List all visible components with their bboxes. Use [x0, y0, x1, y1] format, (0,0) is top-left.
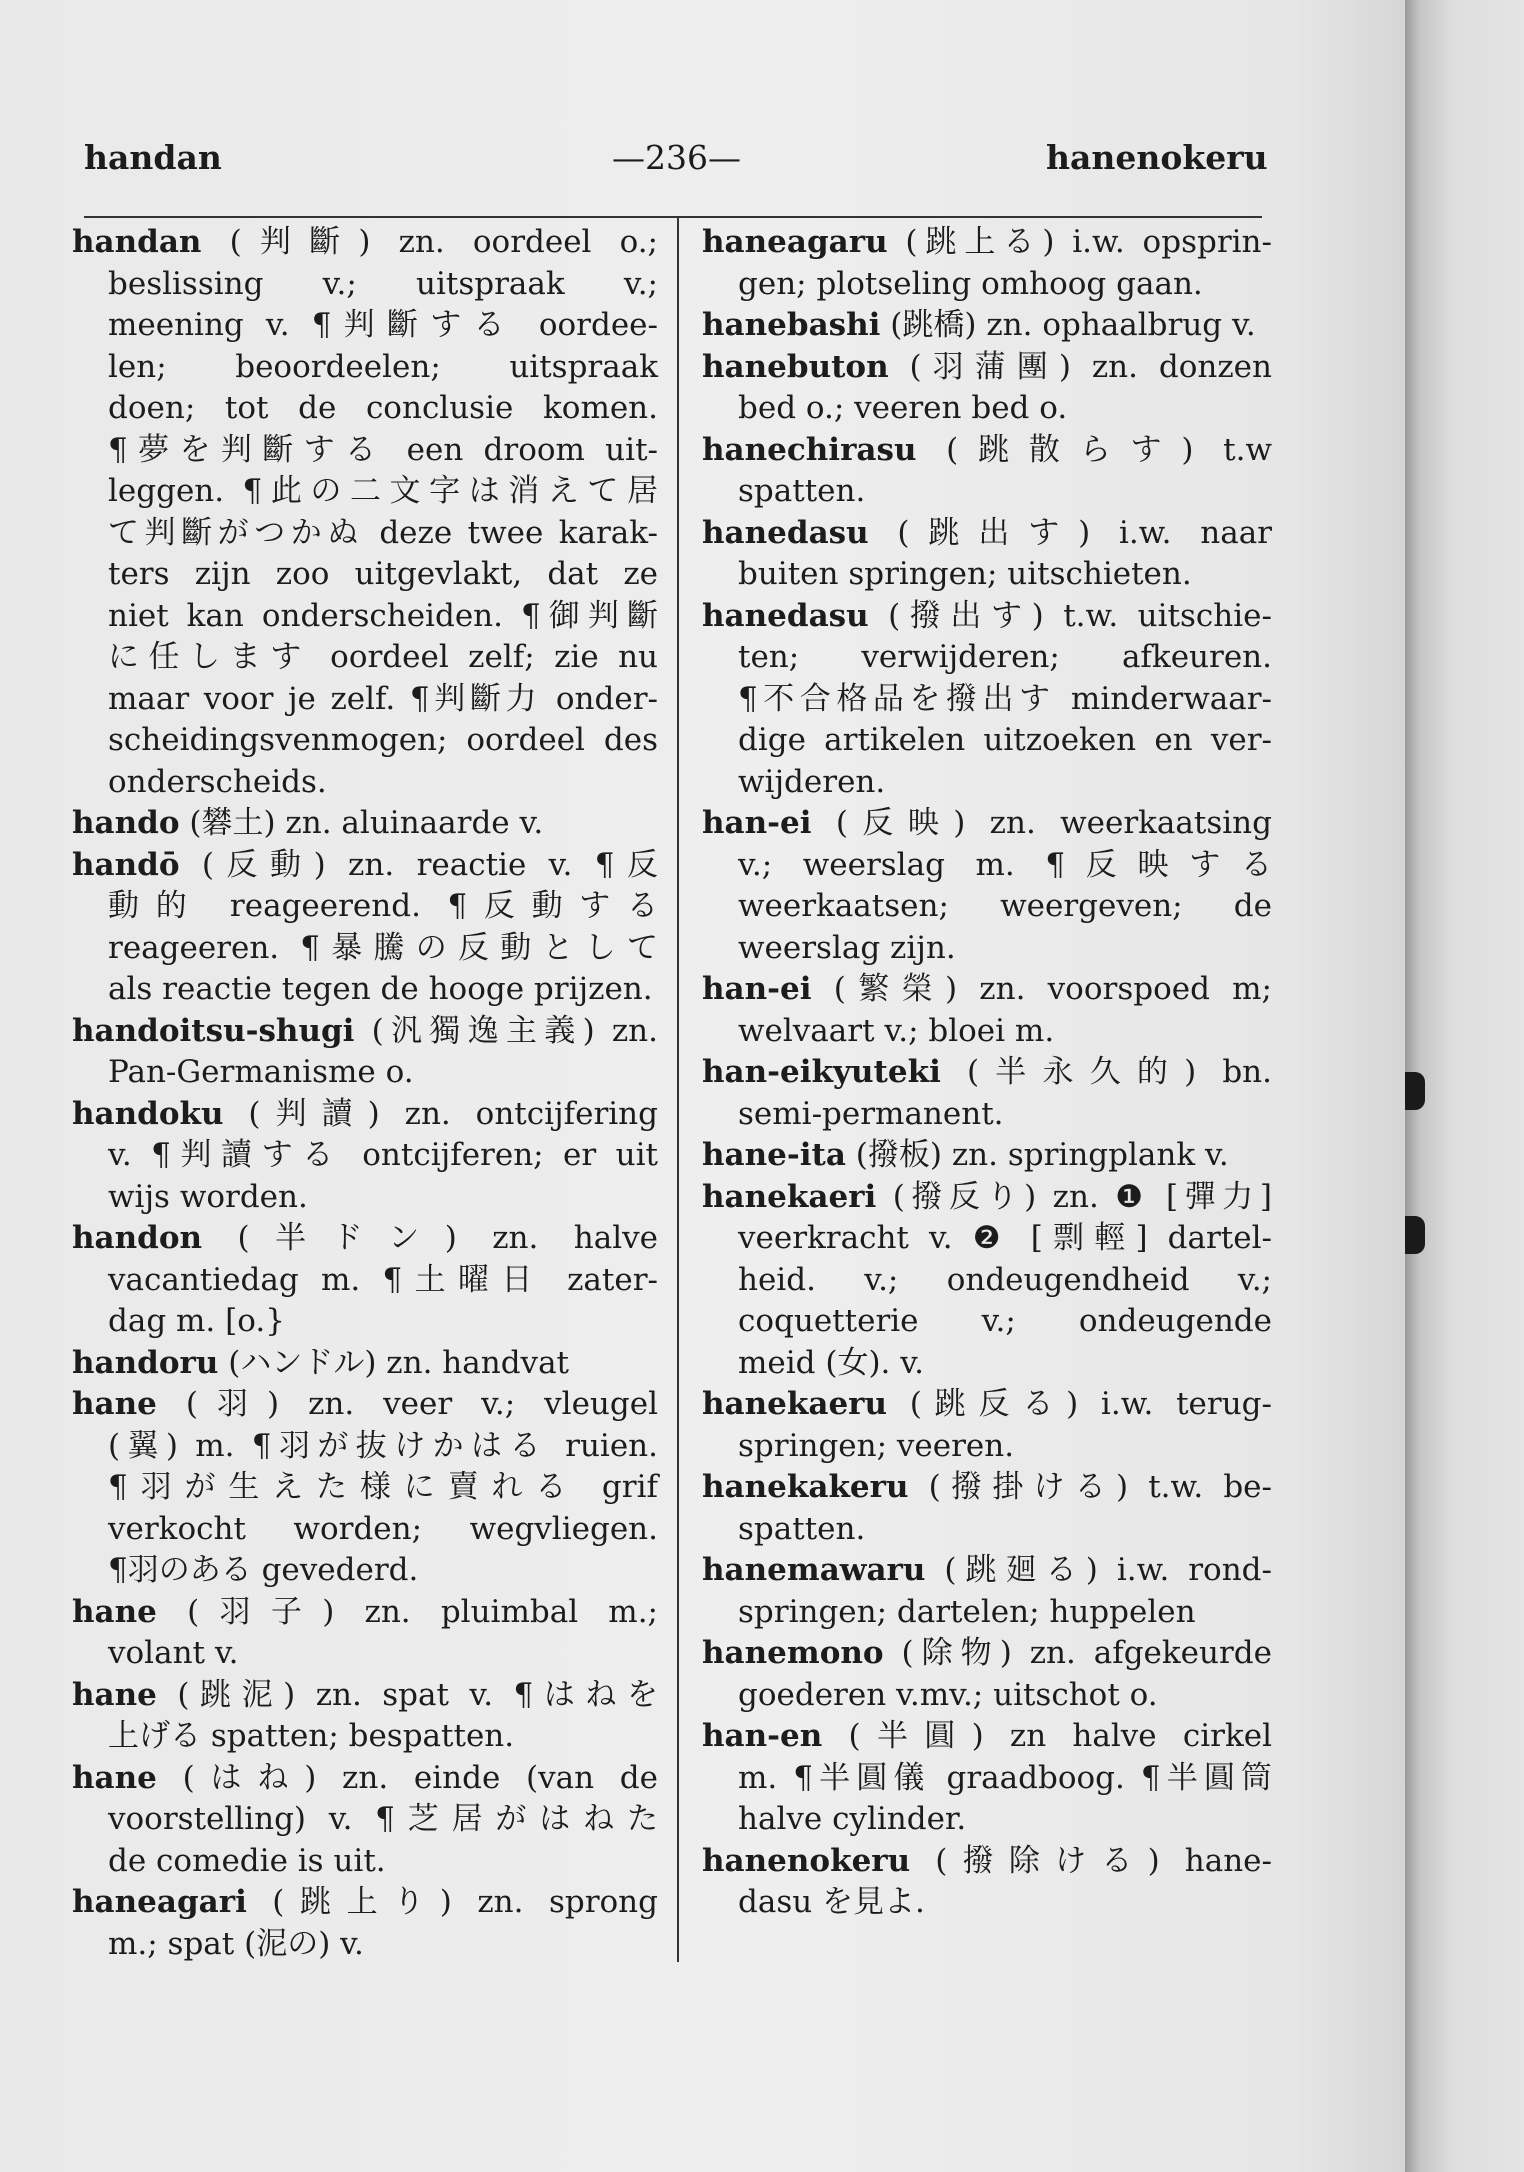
entry-continuation-line: ¶羽が生えた様に賣れる grif — [108, 1469, 658, 1505]
entry-continuation-line: wijderen. — [738, 763, 886, 800]
entry-continuation-line: bed o.; veeren bed o. — [738, 390, 1068, 426]
entry-text: (羽子) zn. pluimbal m.; — [156, 1593, 658, 1630]
headword: hanechirasu — [702, 431, 917, 468]
entry-first-line — [72, 1094, 658, 1136]
entry-continuation-line: beslissing v.; uitspraak v.; — [108, 265, 658, 302]
entry-first-line — [72, 1384, 658, 1426]
entry-continuation-line: veerkracht v. ❷ [剽輕] dartel- — [738, 1220, 1272, 1256]
entry-first-line — [702, 513, 1272, 555]
headword: handon — [72, 1220, 203, 1256]
entry-continuation-line: gen; plotseling omhoog gaan. — [738, 265, 1203, 302]
dictionary-entry — [702, 347, 1272, 430]
entry-first-line — [72, 1882, 658, 1924]
dictionary-entry — [702, 1052, 1272, 1135]
entry-continuation-line: halve cylinder. — [738, 1801, 967, 1837]
entry-continuation-line: de comedie is uit. — [108, 1842, 386, 1879]
entry-text: (ハンドル) zn. handvat — [218, 1344, 570, 1381]
entry-text: (跳反る) i.w. terug- — [887, 1386, 1272, 1422]
entry-continuation-line: als reactie tegen de hooge prijzen. — [108, 971, 653, 1007]
dictionary-entry — [702, 430, 1272, 513]
headword: hanenokeru — [702, 1842, 911, 1879]
headword: hanekaeri — [702, 1178, 877, 1215]
entry-continuation-line: dige artikelen uitzoeken en ver- — [738, 722, 1272, 758]
entry-text: (跳出す) i.w. naar — [868, 514, 1272, 551]
headword: hanekaeru — [702, 1386, 888, 1422]
entry-continuation-line: ten; verwijderen; afkeuren. — [738, 639, 1272, 675]
entry-continuation-line: volant v. — [108, 1635, 239, 1671]
entry-continuation-line: dasu を見よ. — [738, 1884, 925, 1920]
dictionary-entry — [72, 1592, 658, 1675]
entry-continuation-line: goederen v.mv.; uitschot o. — [738, 1676, 1158, 1713]
dictionary-entry — [72, 1218, 658, 1343]
headword: hanemono — [702, 1635, 884, 1671]
entry-continuation-line: spatten. — [738, 473, 866, 509]
entry-first-line — [702, 1841, 1272, 1883]
dictionary-entry — [702, 1467, 1272, 1550]
dictionary-entry — [702, 222, 1272, 305]
entry-continuation-line: welvaart v.; bloei m. — [738, 1012, 1055, 1049]
entry-continuation-line: doen; tot de conclusie komen. — [108, 390, 658, 426]
header-rule — [84, 216, 1262, 218]
entry-continuation-line: v.; weerslag m. ¶反映する — [738, 846, 1272, 883]
entry-continuation-line: Pan-Germanisme o. — [108, 1054, 414, 1090]
entry-first-line — [702, 305, 1272, 347]
dictionary-entry — [702, 969, 1272, 1052]
entry-continuation-line: ¶羽のある gevederd. — [108, 1552, 419, 1588]
headword: handoku — [72, 1095, 224, 1132]
entry-text: (跳廻る) i.w. rond- — [925, 1552, 1272, 1588]
dictionary-entry — [72, 1758, 658, 1883]
headword: handoitsu-shugi — [72, 1012, 355, 1049]
entry-first-line — [72, 845, 658, 887]
entry-first-line — [702, 1135, 1272, 1177]
dictionary-entry — [702, 1716, 1272, 1841]
headword: han-eikyuteki — [702, 1054, 941, 1090]
entry-text: (跳上る) i.w. opsprin- — [887, 224, 1272, 260]
entry-first-line — [702, 347, 1272, 389]
dictionary-entry — [72, 1384, 658, 1592]
entry-continuation-line: meid (女). v. — [738, 1344, 924, 1381]
column-divider — [677, 218, 679, 1962]
entry-first-line — [72, 1218, 658, 1260]
headword: haneagaru — [702, 224, 888, 260]
entry-continuation-line: ters zijn zoo uitgevlakt, dat ze — [108, 556, 658, 592]
headword: hanedasu — [702, 514, 869, 551]
entry-text: (半ドン) zn. halve — [202, 1220, 658, 1256]
entry-first-line — [702, 1467, 1272, 1509]
entry-continuation-line: weerkaatsen; weergeven; de — [738, 888, 1272, 924]
dictionary-entry — [702, 1384, 1272, 1467]
entry-first-line — [72, 803, 658, 845]
headword: hane — [72, 1593, 157, 1630]
entry-first-line — [72, 1011, 658, 1053]
entry-continuation-line: scheidingsvenmogen; oordeel des — [108, 722, 658, 758]
entry-continuation-line: v. ¶判讀する ontcijferen; er uit — [108, 1137, 658, 1173]
entry-first-line — [72, 1343, 658, 1385]
headword: hane — [72, 1759, 157, 1796]
dictionary-entry — [702, 1177, 1272, 1385]
entry-text: (礬土) zn. aluinaarde v. — [179, 805, 544, 841]
entry-continuation-line: len; beoordeelen; uitspraak — [108, 348, 658, 385]
headword: hanekakeru — [702, 1469, 909, 1505]
entry-continuation-line: vacantiedag m. ¶土曜日 zater- — [108, 1261, 658, 1298]
headword: hane — [72, 1386, 157, 1422]
entry-text: (判讀) zn. ontcijfering — [223, 1095, 658, 1132]
entry-continuation-line: coquetterie v.; ondeugende — [738, 1303, 1272, 1339]
entry-continuation-line: m.; spat (泥の) v. — [108, 1925, 364, 1962]
headword: hanebuton — [702, 348, 889, 385]
entry-continuation-line: ¶不合格品を撥出す minderwaar- — [738, 680, 1272, 717]
headword: hanedasu — [702, 597, 869, 634]
entry-text: (撥出す) t.w. uitschie- — [868, 597, 1272, 634]
running-head-left: handan — [84, 138, 222, 177]
entry-first-line — [702, 1177, 1272, 1219]
right-column — [702, 222, 1272, 1924]
entry-text: (除物) zn. afgekeurde — [883, 1635, 1272, 1671]
headword: hane — [72, 1676, 157, 1713]
entry-first-line — [702, 1716, 1272, 1758]
entry-first-line — [72, 1592, 658, 1634]
entry-text: (跳泥) zn. spat v. ¶はねを — [156, 1676, 658, 1713]
entry-continuation-line: wijs worden. — [108, 1178, 308, 1215]
entry-continuation-line: spatten. — [738, 1510, 866, 1547]
dictionary-entry — [702, 596, 1272, 804]
entry-first-line — [702, 1052, 1272, 1094]
headword: han-ei — [702, 805, 812, 841]
entry-first-line — [702, 1384, 1272, 1426]
dictionary-entry — [702, 1841, 1272, 1924]
headword: hanemawaru — [702, 1552, 926, 1588]
entry-first-line — [702, 222, 1272, 264]
page-edge-notch — [1405, 1216, 1425, 1254]
headword: han-ei — [702, 971, 812, 1007]
entry-continuation-line: niet kan onderscheiden. ¶御判斷 — [108, 597, 658, 634]
dictionary-entry — [72, 1094, 658, 1219]
entry-first-line — [702, 803, 1272, 845]
entry-text: (羽蒲團) zn. donzen — [888, 348, 1272, 385]
entry-continuation-line: meening v. ¶判斷する oordee- — [108, 307, 658, 343]
headword: handoru — [72, 1344, 219, 1381]
dictionary-entry — [72, 845, 658, 1011]
entry-text: (繁榮) zn. voorspoed m; — [811, 971, 1272, 1007]
entry-text: (反映) zn. weerkaatsing — [811, 805, 1272, 841]
dictionary-entry — [702, 1550, 1272, 1633]
headword: hanebashi — [702, 307, 881, 343]
entry-continuation-line: heid. v.; ondeugendheid v.; — [738, 1261, 1272, 1298]
dictionary-entry — [72, 1882, 658, 1965]
headword: hane-ita — [702, 1137, 846, 1173]
entry-text: (羽) zn. veer v.; vleugel — [156, 1386, 658, 1422]
entry-continuation-line: て判斷がつかぬ deze twee karak- — [108, 514, 658, 551]
entry-continuation-line: springen; veeren. — [738, 1427, 1015, 1464]
dictionary-entry — [72, 803, 658, 845]
entry-continuation-line: m. ¶半圓儀 graadboog. ¶半圓筒 — [738, 1759, 1272, 1796]
entry-continuation-line: voorstelling) v. ¶芝居がはねた — [108, 1801, 658, 1837]
entry-continuation-line: onderscheids. — [108, 763, 327, 800]
entry-text: (汎獨逸主義) zn. — [354, 1012, 658, 1049]
dictionary-entry — [72, 1343, 658, 1385]
entry-first-line — [702, 1550, 1272, 1592]
dictionary-entry — [702, 305, 1272, 347]
entry-continuation-line: leggen. ¶此の二文字は消えて居 — [108, 473, 658, 509]
headword: haneagari — [72, 1884, 247, 1920]
entry-first-line — [702, 430, 1272, 472]
entry-text: (半永久的) bn. — [940, 1054, 1272, 1090]
entry-continuation-line: springen; dartelen; huppelen — [738, 1593, 1196, 1630]
entry-first-line — [702, 969, 1272, 1011]
entry-text: (跳橋) zn. ophaalbrug v. — [880, 307, 1256, 343]
entry-text: (撥反り) zn. ❶ [彈力] — [876, 1178, 1272, 1215]
page-edge-notch — [1405, 1072, 1425, 1110]
entry-continuation-line: に任します oordeel zelf; zie nu — [108, 639, 658, 675]
running-head-right: hanenokeru — [1046, 138, 1268, 177]
entry-text: (撥掛ける) t.w. be- — [908, 1469, 1272, 1505]
headword: hando — [72, 805, 180, 841]
entry-text: (半圓) zn halve cirkel — [822, 1718, 1272, 1754]
entry-continuation-line: reageeren. ¶暴騰の反動として — [108, 929, 658, 966]
dictionary-entry — [702, 1633, 1272, 1716]
entry-text: (はね) zn. einde (van de — [156, 1759, 658, 1796]
dictionary-entry — [702, 1135, 1272, 1177]
entry-continuation-line: (翼) m. ¶羽が抜けかはる ruien. — [108, 1427, 658, 1464]
entry-text: (判斷) zn. oordeel o.; — [201, 224, 658, 260]
entry-continuation-line: 動的 reageerend. ¶反動する — [108, 888, 658, 924]
dictionary-entry — [702, 803, 1272, 969]
entry-text: (反動) zn. reactie v. ¶反 — [179, 846, 658, 883]
entry-text: (撥除ける) hane- — [910, 1842, 1272, 1879]
entry-first-line — [72, 1675, 658, 1717]
entry-continuation-line: dag m. [o.} — [108, 1303, 285, 1339]
entry-first-line — [702, 596, 1272, 638]
entry-continuation-line: semi-permanent. — [738, 1095, 1004, 1132]
entry-first-line — [72, 1758, 658, 1800]
entry-continuation-line: 上げる spatten; bespatten. — [108, 1718, 515, 1754]
dictionary-entry — [72, 1675, 658, 1758]
dictionary-entry — [72, 222, 658, 803]
entry-continuation-line: weerslag zijn. — [738, 929, 956, 966]
headword: han-en — [702, 1718, 823, 1754]
page-number: —236— — [612, 138, 741, 177]
entry-text: (跳上り) zn. sprong — [246, 1884, 658, 1920]
dictionary-entry — [702, 513, 1272, 596]
entry-text: (跳散らす) t.w — [916, 431, 1272, 468]
headword: handō — [72, 846, 180, 883]
entry-text: (撥板) zn. springplank v. — [845, 1137, 1229, 1173]
entry-first-line — [72, 222, 658, 264]
dictionary-entry — [72, 1011, 658, 1094]
left-column — [72, 222, 658, 1965]
entry-continuation-line: ¶夢を判斷する een droom uit- — [108, 431, 658, 468]
entry-continuation-line: buiten springen; uitschieten. — [738, 556, 1192, 592]
entry-continuation-line: maar voor je zelf. ¶判斷力 onder- — [108, 680, 658, 717]
entry-first-line — [702, 1633, 1272, 1675]
entry-continuation-line: verkocht worden; wegvliegen. — [108, 1510, 658, 1547]
headword: handan — [72, 224, 202, 260]
